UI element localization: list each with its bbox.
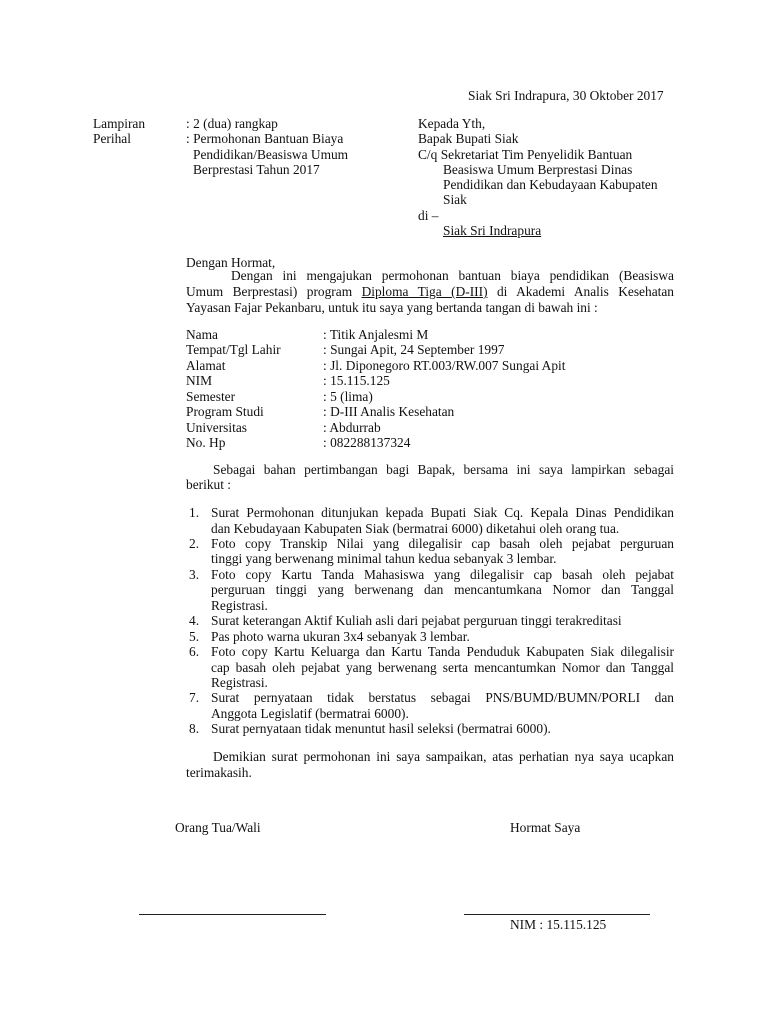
identity-value: : 5 (lima) [323, 389, 373, 404]
perihal-line: Berprestasi Tahun 2017 [193, 162, 320, 177]
list-item-line: Pas photo warna ukuran 3x4 sebanyak 3 lembar. [211, 629, 470, 644]
identity-label: No. Hp [186, 435, 226, 450]
lampiran-value: : 2 (dua) rangkap [186, 116, 278, 131]
intro-line [186, 284, 674, 300]
list-item-line: perguruan tinggi yang berwenang dan mencantumkana Nomor dan Tanggal [211, 582, 674, 597]
list-item-line: Registrasi. [211, 675, 268, 690]
identity-label: Nama [186, 327, 218, 342]
list-item-line: Surat pernyataan tidak berstatus sebagai PNS/BUMD/BUMN/PORLI dan [211, 690, 674, 705]
recipient-cq-line: Pendidikan dan Kebudayaan Kabupaten [443, 177, 658, 192]
place-date: Siak Sri Indrapura, 30 Oktober 2017 [468, 88, 664, 103]
list-number: 8. [189, 721, 200, 736]
perihal-line: : Permohonan Bantuan Biaya [186, 131, 344, 146]
list-item-line: Registrasi. [211, 598, 268, 613]
perihal-label: Perihal [93, 131, 131, 146]
list-number: 6. [189, 644, 200, 659]
intro-text: Umum Berprestasi) program [186, 284, 353, 299]
recipient-cq-line: Siak [443, 192, 467, 207]
identity-value: : 082288137324 [323, 435, 411, 450]
list-item-line: Foto copy Kartu Keluarga dan Kartu Tanda Penduduk Kabupaten Siak dilegalisir [211, 644, 674, 659]
list-number: 5. [189, 629, 200, 644]
list-item-line: Foto copy Kartu Tanda Mahasiswa yang dilegalisir cap basah oleh pejabat [211, 567, 674, 582]
parent-signature-line [139, 914, 326, 915]
program-name: Diploma Tiga (D-III) [361, 284, 488, 299]
recipient-name: Bapak Bupati Siak [418, 131, 519, 146]
list-item-line: cap basah oleh pejabat yang berwenang serta mencantumkan Nomor dan Tanggal [211, 660, 674, 675]
list-number: 4. [189, 613, 200, 628]
list-item-line: dan Kebudayaan Kabupaten Siak (bermatrai 6000) diketahui oleh orang tua. [211, 521, 620, 536]
identity-label: Program Studi [186, 404, 264, 419]
parent-signature-title: Orang Tua/Wali [175, 820, 261, 835]
attach-intro-line: Sebagai bahan pertimbangan bagi Bapak, bersama ini saya lampirkan sebagai [213, 462, 674, 477]
list-item-line: Surat Permohonan ditunjukan kepada Bupati Siak Cq. Kepala Dinas Pendidikan [211, 505, 674, 520]
list-item-line: Anggota Legislatif (bermatrai 6000). [211, 706, 409, 721]
list-item-line: Surat keterangan Aktif Kuliah asli dari pejabat perguruan tinggi terakreditasi [211, 613, 622, 628]
lampiran-label: Lampiran [93, 116, 146, 131]
identity-label: NIM [186, 373, 213, 388]
greeting: Dengan Hormat, [186, 255, 276, 270]
identity-value: : Abdurrab [323, 420, 381, 435]
applicant-signature-line [464, 914, 650, 915]
identity-value: : D-III Analis Kesehatan [323, 404, 455, 419]
list-number: 2. [189, 536, 200, 551]
list-number: 1. [189, 505, 200, 520]
identity-label: Universitas [186, 420, 247, 435]
intro-line: Dengan ini mengajukan permohonan bantuan biaya pendidikan (Beasiswa [231, 268, 674, 283]
closing-line: Demikian surat permohonan ini saya sampaikan, atas perhatian nya saya ucapkan [213, 749, 674, 764]
intro-text: di Akademi Analis Kesehatan [496, 284, 674, 299]
identity-label: Alamat [186, 358, 226, 373]
identity-value: : Sungai Apit, 24 September 1997 [323, 342, 505, 357]
perihal-line: Pendidikan/Beasiswa Umum [193, 147, 349, 162]
identity-label: Semester [186, 389, 236, 404]
applicant-signature-title: Hormat Saya [510, 820, 581, 835]
attach-intro-line: berikut : [186, 477, 231, 492]
identity-value: : Jl. Diponegoro RT.003/RW.007 Sungai Apit [323, 358, 566, 373]
recipient-salutation: Kepada Yth, [418, 116, 486, 131]
recipient-city: Siak Sri Indrapura [443, 223, 542, 238]
identity-value: : Titik Anjalesmi M [323, 327, 429, 342]
list-item-line: tinggi yang berwenang minimal tahun kedua sebanyak 3 lembar. [211, 551, 557, 566]
recipient-cq-line: Beasiswa Umum Berprestasi Dinas [443, 162, 633, 177]
list-item-line: Surat pernyataan tidak menuntut hasil seleksi (bermatrai 6000). [211, 721, 551, 736]
closing-line: terimakasih. [186, 765, 252, 780]
applicant-nim: NIM : 15.115.125 [510, 917, 607, 932]
identity-value: : 15.115.125 [323, 373, 390, 388]
intro-line: Yayasan Fajar Pekanbaru, untuk itu saya yang bertanda tangan di bawah ini : [186, 300, 598, 315]
list-number: 3. [189, 567, 200, 582]
list-number: 7. [189, 690, 200, 705]
identity-label: Tempat/Tgl Lahir [186, 342, 281, 357]
recipient-di: di – [418, 208, 439, 223]
recipient-cq: C/q Sekretariat Tim Penyelidik Bantuan [418, 147, 633, 162]
list-item-line: Foto copy Transkip Nilai yang dilegalisir cap basah oleh pejabat perguruan [211, 536, 674, 551]
